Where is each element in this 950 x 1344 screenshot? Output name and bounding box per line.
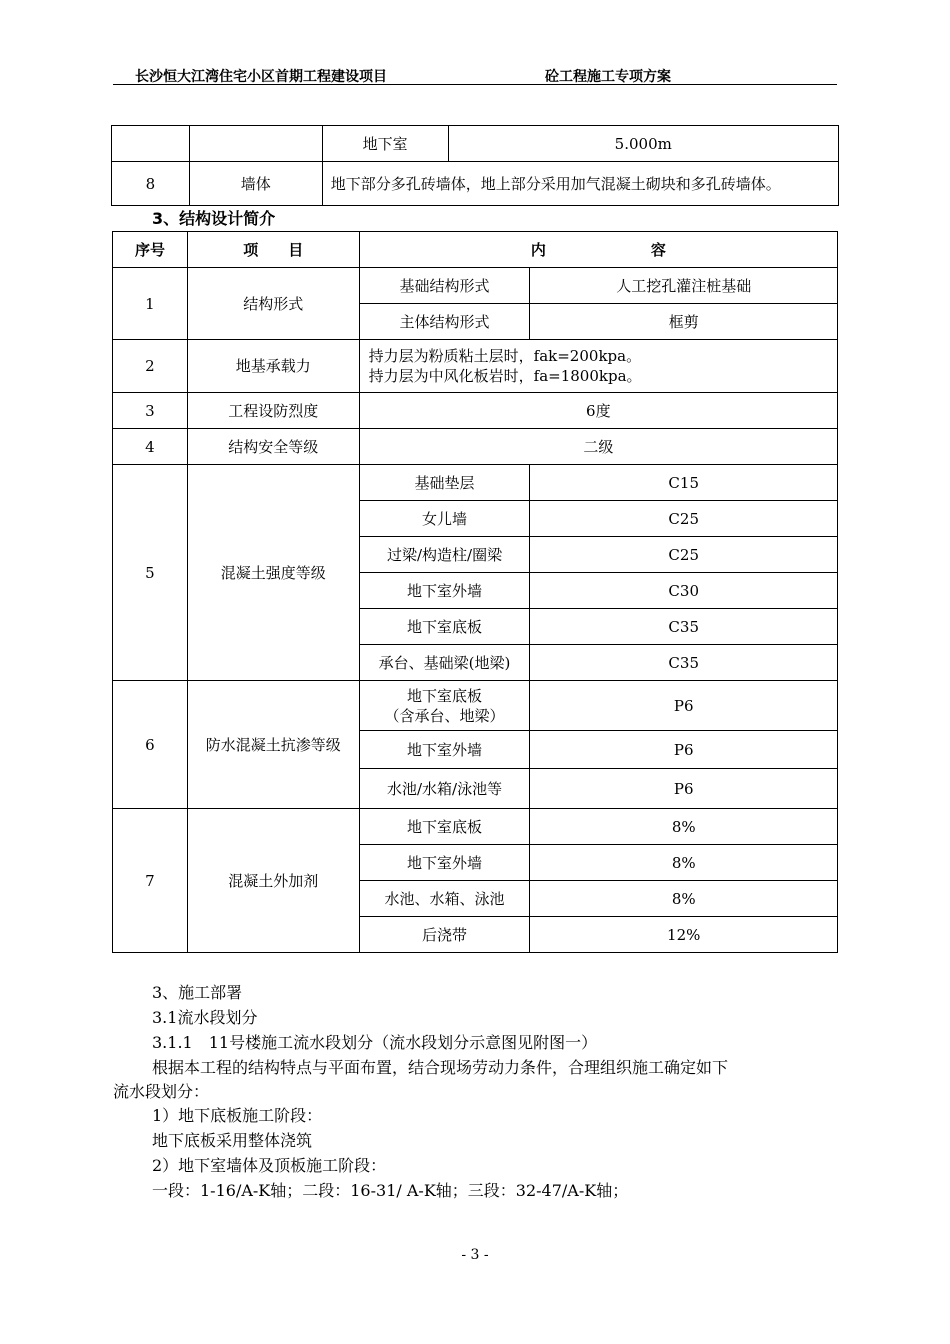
table-cell: 混凝土强度等级	[187, 465, 359, 681]
table-cell: 4	[113, 429, 188, 465]
table-cell: 女儿墙	[359, 501, 530, 537]
table-cell: 过梁/构造柱/圈梁	[359, 537, 530, 573]
table-cell: 2	[113, 340, 188, 393]
table-cell: 防水混凝土抗渗等级	[187, 681, 359, 809]
table-cell	[189, 126, 322, 162]
table-cell: 后浇带	[359, 917, 530, 953]
header-rule	[113, 84, 837, 85]
cell-line: 地下室底板	[407, 686, 483, 705]
table-cell: 8%	[530, 881, 838, 917]
table-cell: 二级	[359, 429, 837, 465]
table-cell: 混凝土外加剂	[187, 809, 359, 953]
table-cell: 框剪	[530, 304, 838, 340]
table-cell: C30	[530, 573, 838, 609]
table-row	[113, 393, 838, 429]
table-cell: 地基承载力	[187, 340, 359, 393]
table-cell: 地下室底板	[359, 609, 530, 645]
table-cell: 8	[112, 162, 190, 206]
table-cell: 8%	[530, 809, 838, 845]
bearing-capacity-line: 持力层为粉质粘土层时，fak=200kpa。	[368, 347, 642, 365]
table-cell: 7	[113, 809, 188, 953]
table-cell: 水池、水箱、泳池	[359, 881, 530, 917]
column-header-content: 内 容	[359, 232, 837, 268]
table-cell: 承台、基础梁(地梁)	[359, 645, 530, 681]
header-document-title: 砼工程施工专项方案	[545, 69, 671, 85]
table-cell: 水池/水箱/泳池等	[359, 769, 530, 809]
cell-line: （含承台、地梁）	[384, 706, 505, 725]
paragraph: 流水段划分：	[113, 1082, 210, 1101]
table-cell: 人工挖孔灌注桩基础	[530, 268, 838, 304]
table-cell: 墙体	[189, 162, 322, 206]
table-cell: 5	[113, 465, 188, 681]
table-cell: 地下部分多孔砖墙体，地上部分采用加气混凝土砌块和多孔砖墙体。	[322, 162, 838, 206]
column-header-item: 项 目	[187, 232, 359, 268]
paragraph: 3.1.1 11号楼施工流水段划分（流水段划分示意图见附图一）	[152, 1033, 598, 1052]
paragraph: 3、施工部署	[152, 983, 243, 1002]
table-cell: 结构形式	[187, 268, 359, 340]
table-cell: 基础结构形式	[359, 268, 530, 304]
table-cell: 工程设防烈度	[187, 393, 359, 429]
table-cell: 3	[113, 393, 188, 429]
table-cell: 地下室	[322, 126, 448, 162]
paragraph: 一段：1-16/A-K轴；二段：16-31/ A-K轴；三段：32-47/A-K轴；	[152, 1181, 629, 1200]
paragraph: 1）地下底板施工阶段：	[152, 1106, 323, 1125]
table-row	[113, 465, 838, 501]
paragraph: 2）地下室墙体及顶板施工阶段：	[152, 1156, 387, 1175]
table-cell: C25	[530, 537, 838, 573]
column-header-no: 序号	[113, 232, 188, 268]
table-cell: 6	[113, 681, 188, 809]
header-project: 长沙恒大江湾住宅小区首期工程建设项目	[135, 69, 387, 85]
table-header-row	[113, 232, 838, 268]
table-cell: P6	[530, 681, 838, 731]
table-row	[113, 268, 838, 304]
table-row	[112, 162, 839, 206]
table-row	[113, 809, 838, 845]
table-cell: 结构安全等级	[187, 429, 359, 465]
table-cell	[359, 340, 837, 393]
table-cell: 6度	[359, 393, 837, 429]
table-cell: P6	[530, 731, 838, 769]
paragraph: 根据本工程的结构特点与平面布置，结合现场劳动力条件，合理组织施工确定如下	[152, 1058, 729, 1077]
table-cell: 基础垫层	[359, 465, 530, 501]
table-cell: 1	[113, 268, 188, 340]
table-cell: 地下室外墙	[359, 845, 530, 881]
structure-design-table	[112, 231, 838, 953]
table-cell: 12%	[530, 917, 838, 953]
table-cell: C35	[530, 645, 838, 681]
bearing-capacity-line: 持力层为中风化板岩时，fa=1800kpa。	[368, 367, 642, 385]
table-cell	[112, 126, 190, 162]
paragraph: 3.1流水段划分	[152, 1008, 258, 1027]
page-number: - 3 -	[461, 1247, 489, 1263]
table-cell: 5.000m	[448, 126, 838, 162]
table-cell: 地下室底板	[359, 809, 530, 845]
table-row	[113, 429, 838, 465]
table-cell: C15	[530, 465, 838, 501]
table-cell: 地下室外墙	[359, 573, 530, 609]
table-cell: C35	[530, 609, 838, 645]
table-row	[113, 340, 838, 393]
table-row	[112, 126, 839, 162]
paragraph: 地下底板采用整体浇筑	[152, 1131, 313, 1150]
table-row	[113, 681, 838, 731]
section-title: 3、结构设计简介	[152, 209, 276, 228]
table-cell: 8%	[530, 845, 838, 881]
table-cell: C25	[530, 501, 838, 537]
table-cell: 地下室外墙	[359, 731, 530, 769]
table-cell	[359, 681, 530, 731]
table-cell: P6	[530, 769, 838, 809]
table-cell: 主体结构形式	[359, 304, 530, 340]
table-continued	[111, 125, 839, 206]
